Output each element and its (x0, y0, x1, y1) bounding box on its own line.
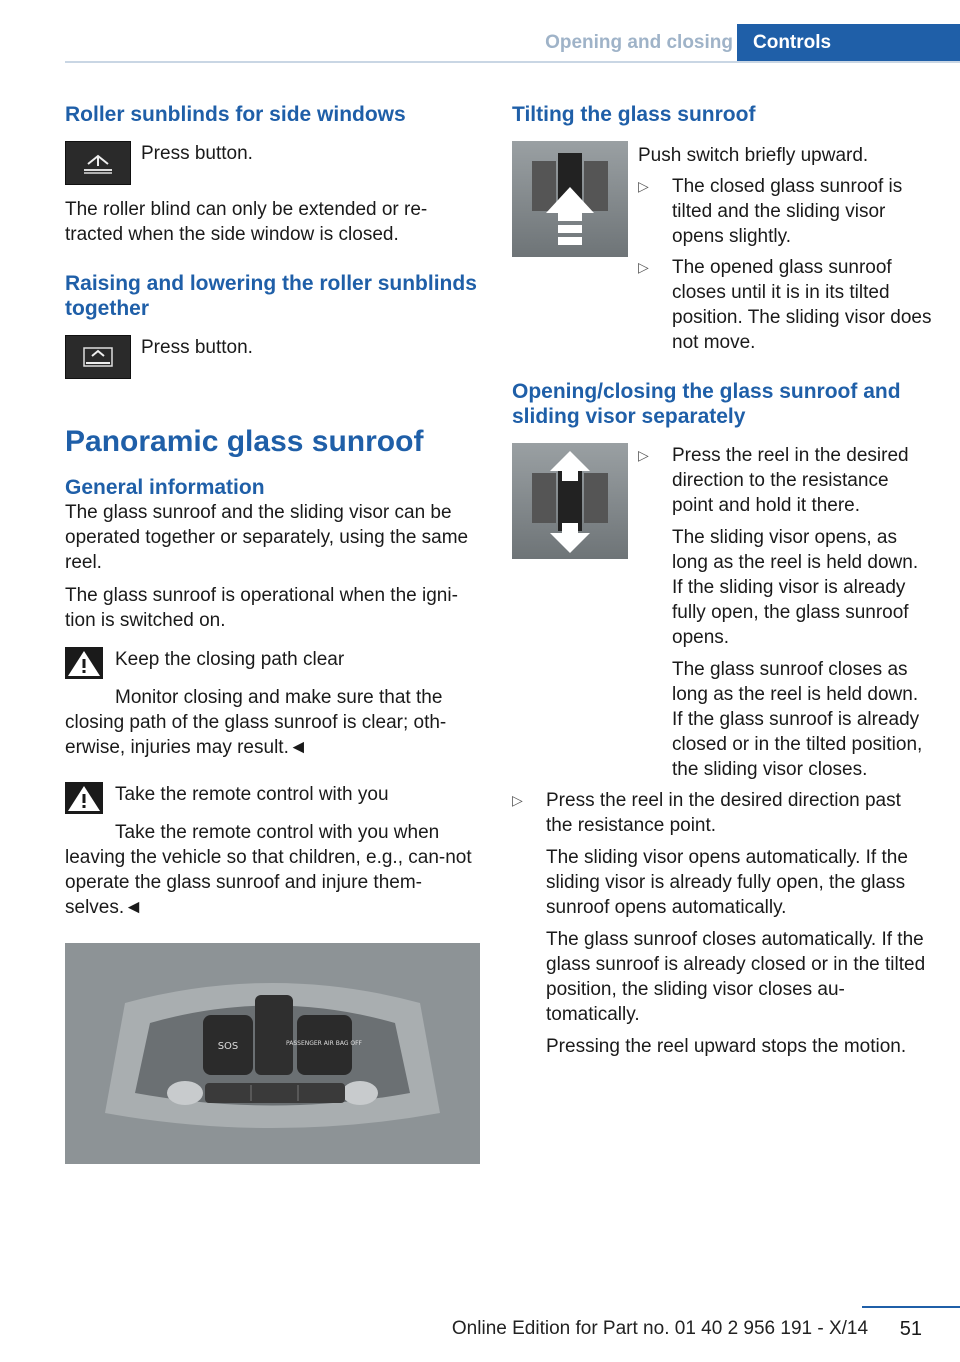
general-paragraph-2: The glass sunroof is operational when the igni-tion is switched on. (65, 585, 458, 631)
tilt-bullet-2-text: The opened glass sunroof closes until it is in its tilted position. The sliding visor does not move. (672, 257, 932, 353)
press-button-text-1: Press button. (141, 143, 253, 164)
bullet-marker: ▷ (638, 259, 649, 275)
heading-panoramic: Panoramic glass sunroof (65, 425, 424, 458)
separate-bullet-1-text: Press the reel in the desired direction to the resistance point and hold it there. (672, 445, 909, 516)
tilting-section (512, 141, 932, 355)
roller-sunblind-button-icon (65, 141, 131, 185)
tilt-switch-photo (512, 141, 628, 257)
separate-section (512, 443, 932, 782)
general-paragraph-1: The glass sunroof and the sliding visor can be operated together or separately, using the same reel. (65, 502, 469, 573)
raise-lower-button-row (65, 335, 483, 379)
roller-sunblind-together-button-icon (65, 335, 131, 379)
warning-triangle-icon (65, 647, 103, 679)
heading-roller-side: Roller sunblinds for side windows (65, 103, 406, 126)
bullet-marker: ▷ (512, 792, 523, 808)
roller-side-button-row (65, 141, 483, 185)
page-number: 51 (899, 1318, 922, 1340)
separate-bullet-1 (638, 443, 932, 782)
separate-bullet-1-para-2: The sliding visor opens, as long as the reel is held down. If the sliding visor is already fully open, the glass sunroof opens. (672, 527, 919, 648)
warning-title-2: Take the remote control with you (115, 784, 389, 805)
heading-raise-lower: Raising and lowering the roller sunblinds together (65, 272, 477, 320)
roller-note: The roller blind can only be extended or re-tracted when the side window is closed. (65, 199, 428, 245)
bullet-marker: ▷ (638, 178, 649, 194)
header-section: Opening and closing (545, 32, 733, 53)
warning-triangle-icon (65, 782, 103, 814)
airbag-label: PASSENGER AIR BAG OFF (286, 1040, 362, 1047)
tilt-bullet-2 (638, 255, 932, 355)
header-rule (65, 61, 960, 63)
sos-label: SOS (217, 1041, 239, 1052)
footer-rule (862, 1306, 960, 1308)
tilt-bullet-1 (638, 174, 932, 249)
heading-general: General information (65, 476, 265, 499)
tilt-bullet-1-text: The closed glass sunroof is tilted and the sliding visor opens slightly. (672, 176, 903, 247)
bullet-marker: ▷ (638, 447, 649, 463)
heading-tilting: Tilting the glass sunroof (512, 103, 756, 126)
separate-bullet-2 (512, 788, 932, 1059)
heading-separate: Opening/closing the glass sunroof and sliding visor separately (512, 380, 901, 428)
footer-edition: Online Edition for Part no. 01 40 2 956 191 - X/14 (451, 1318, 869, 1339)
warning-remote-control (65, 782, 483, 814)
separate-bullet-2-para-4: Pressing the reel upward stops the motion. (546, 1036, 907, 1057)
header-tab: Controls (737, 24, 960, 62)
reel-switch-photo (512, 443, 628, 559)
warning-closing-path (65, 647, 483, 679)
warning-body-1: Monitor closing and make sure that the closing path of the glass sunroof is clear; oth-erwise, injuries may result.◄ (65, 687, 447, 758)
warning-body-2: Take the remote control with you when leaving the vehicle so that children, e.g., can-not operate the glass sunroof and injure them-selves.◄ (65, 822, 472, 918)
separate-bullet-2-para-2: The sliding visor opens automatically. If the sliding visor is already fully open, the glass sunroof opens automatically. (546, 847, 908, 918)
press-button-text-2: Press button. (141, 337, 253, 358)
overhead-console-photo (65, 943, 480, 1164)
separate-bullet-2-text: Press the reel in the desired direction past the resistance point. (546, 790, 901, 836)
separate-bullet-1-para-3: The glass sunroof closes as long as the reel is held down. If the glass sunroof is already closed or in the tilted position, the sliding visor closes. (672, 659, 923, 780)
tilt-intro: Push switch briefly upward. (638, 145, 869, 166)
warning-title-1: Keep the closing path clear (115, 649, 345, 670)
separate-bullet-2-para-3: The glass sunroof closes automatically. If the glass sunroof is already closed or in the tilted position, the sliding visor closes au-tomatically. (546, 929, 926, 1025)
right-column (512, 102, 932, 1059)
left-column (65, 102, 483, 920)
